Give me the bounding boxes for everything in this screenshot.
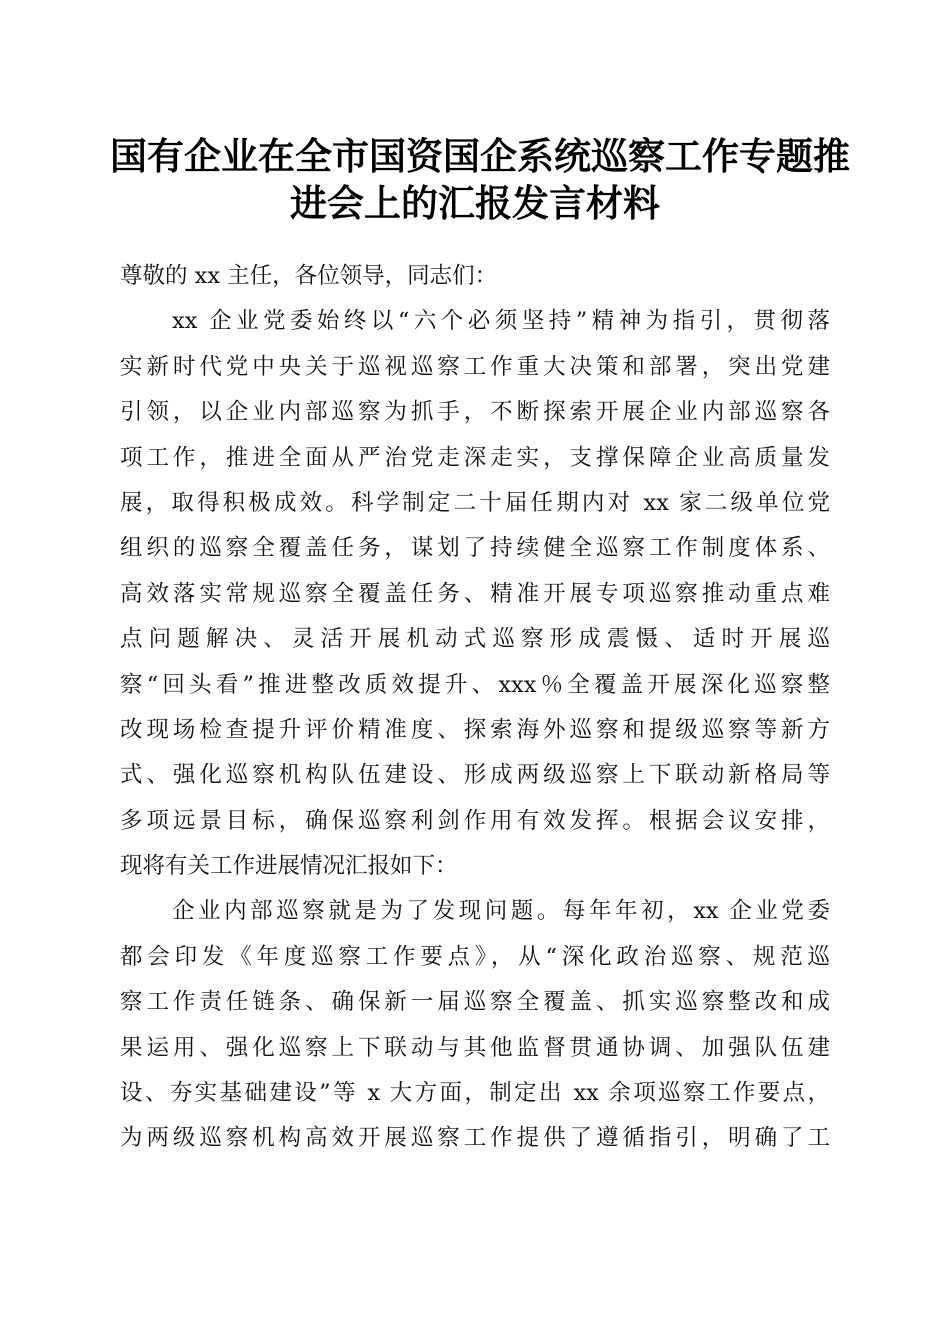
paragraph-line: 多项远景目标，确保巡察利剑作用有效发挥。根据会议安排， — [120, 807, 830, 834]
paragraph-line: 都会印发《年度巡察工作要点》，从“深化政治巡察、规范巡 — [120, 943, 830, 970]
title-line: 进会上的汇报发言材料 — [290, 181, 660, 225]
paragraph-line: 实新时代党中央关于巡视巡察工作重大决策和部署，突出党建 — [120, 353, 830, 380]
paragraph-1 — [120, 299, 830, 889]
paragraph-line: 察“回头看”推进整改质效提升、xxx％全覆盖开展深化巡察整 — [120, 671, 830, 698]
paragraph-line: 引领，以企业内部巡察为抓手，不断探索开展企业内部巡察各 — [120, 399, 830, 426]
paragraph-line: 高效落实常规巡察全覆盖任务、精准开展专项巡察推动重点难 — [120, 580, 830, 607]
document-title — [110, 133, 850, 227]
paragraph-line: 组织的巡察全覆盖任务，谋划了持续健全巡察工作制度体系、 — [120, 535, 830, 562]
paragraph-line: xx 企业党委始终以“六个必须坚持”精神为指引，贯彻落 — [172, 308, 830, 335]
title-line: 国有企业在全市国资国企系统巡察工作专题推 — [110, 134, 850, 178]
paragraph-line: 点问题解决、灵活开展机动式巡察形成震慑、适时开展巡 — [120, 626, 830, 653]
paragraph-line: 企业内部巡察就是为了发现问题。每年年初，xx 企业党委 — [172, 898, 830, 925]
document-body — [120, 254, 830, 1162]
paragraph-line: 式、强化巡察机构队伍建设、形成两级巡察上下联动新格局等 — [120, 762, 830, 789]
paragraph-line: 现将有关工作进展情况汇报如下： — [120, 853, 458, 880]
paragraph-line: 设、夯实基础建设”等 x 大方面，制定出 xx 余项巡察工作要点， — [120, 1080, 830, 1107]
paragraph-line: 察工作责任链条、确保新一届巡察全覆盖、抓实巡察整改和成 — [120, 989, 830, 1016]
paragraph-line: 果运用、强化巡察上下联动与其他监督贯通协调、加强队伍建 — [120, 1034, 830, 1061]
paragraph-line: 改现场检查提升评价精准度、探索海外巡察和提级巡察等新方 — [120, 716, 830, 743]
paragraph-2 — [120, 889, 830, 1161]
paragraph-line: 项工作，推进全面从严治党走深走实，支撑保障企业高质量发 — [120, 444, 830, 471]
paragraph-line: 展，取得积极成效。科学制定二十届任期内对 xx 家二级单位党 — [120, 489, 830, 516]
salutation: 尊敬的 xx 主任，各位领导，同志们： — [120, 263, 498, 289]
paragraph-line: 为两级巡察机构高效开展巡察工作提供了遵循指引，明确了工 — [120, 1125, 830, 1152]
